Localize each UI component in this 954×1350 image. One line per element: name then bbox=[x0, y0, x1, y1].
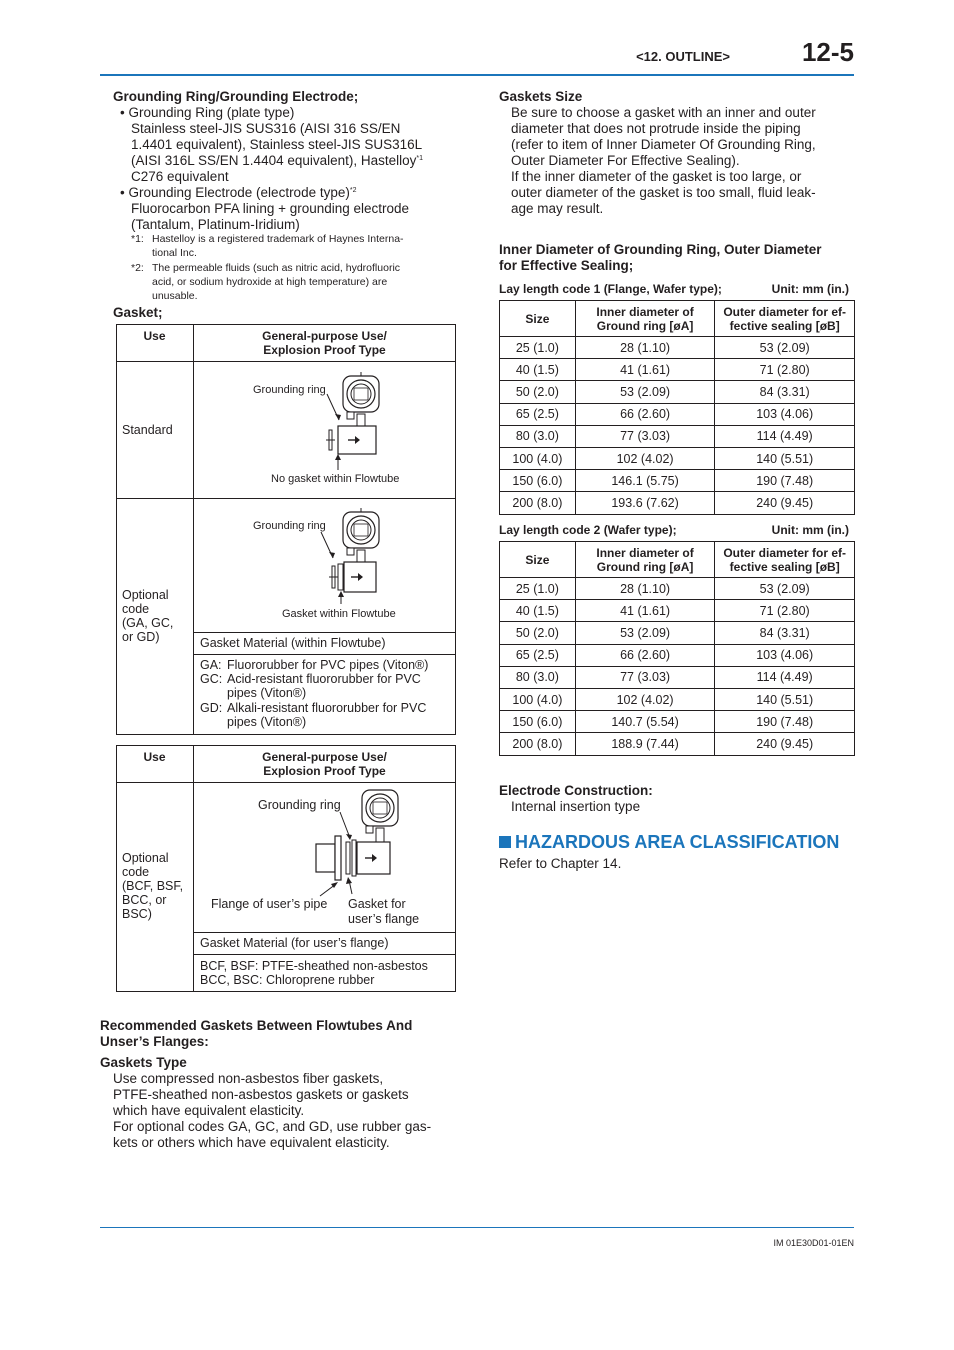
optional-flowtube-diagram bbox=[300, 500, 400, 608]
diameter-table-2 bbox=[499, 541, 855, 756]
section-bullet-icon bbox=[499, 836, 511, 848]
col-inner-diameter: Inner diameter of Ground ring [øA] bbox=[575, 301, 715, 337]
table-row bbox=[500, 381, 855, 403]
gaskets-type-line-3: which have equivalent elasticity. bbox=[113, 1103, 305, 1118]
gaskets-size-line-5: If the inner diameter of the gasket is too large, or bbox=[511, 169, 802, 184]
lay-length-2-unit: Unit: mm (in.) bbox=[771, 523, 849, 537]
material-code-gd: GD: bbox=[200, 701, 223, 715]
gaskets-type-heading: Gaskets Type bbox=[100, 1055, 187, 1070]
footnote-2-line-2: acid, or sodium hydroxide at high temperature) are bbox=[152, 276, 388, 288]
outer-diameter-cell: 71 (2.80) bbox=[715, 600, 855, 622]
grounding-ring-line-2: 1.4401 equivalent), Stainless steel-JIS SUS316L bbox=[131, 137, 423, 152]
header-rule bbox=[100, 74, 854, 76]
gaskets-size-line-6: outer diameter of the gasket is too small, fluid leak- bbox=[511, 185, 816, 200]
outer-diameter-cell: 114 (4.49) bbox=[715, 666, 855, 688]
diameter-table-1 bbox=[499, 300, 855, 515]
inner-diameter-cell: 53 (2.09) bbox=[575, 381, 715, 403]
optional-label-1-line-2: code bbox=[122, 602, 150, 616]
document-id: IM 01E30D01-01EN bbox=[773, 1238, 854, 1248]
col-outer-diameter: Outer diameter for ef- fective sealing [øB] bbox=[715, 542, 855, 578]
optional-label-2-line-1: Optional bbox=[122, 851, 169, 865]
size-cell: 80 (3.0) bbox=[500, 425, 576, 447]
gaskets-size-line-1: Be sure to choose a gasket with an inner and outer bbox=[511, 105, 816, 120]
gaskets-size-line-7: age may result. bbox=[511, 201, 604, 216]
material-ga-line-1: Fluororubber for PVC pipes (Viton®) bbox=[227, 658, 429, 672]
table-row bbox=[500, 425, 855, 447]
footnote-1-line-1: Hastelloy is a registered trademark of Haynes Interna- bbox=[152, 233, 404, 245]
gasket-table-1-type-header-line-2: Explosion Proof Type bbox=[263, 343, 386, 357]
table-row bbox=[500, 666, 855, 688]
user-material-line-1: BCF, BSF: PTFE-sheathed non-asbestos bbox=[200, 959, 428, 973]
gasket-material-title-1: Gasket Material (within Flowtube) bbox=[200, 636, 386, 650]
diameters-heading-line-2: for Effective Sealing; bbox=[499, 258, 634, 273]
gasket-table-2-type-header-line-2: Explosion Proof Type bbox=[263, 764, 386, 778]
footer-rule bbox=[100, 1227, 854, 1228]
table-row bbox=[500, 359, 855, 381]
optional-label-2-line-3: (BCF, BSF, bbox=[122, 879, 184, 893]
size-cell: 200 (8.0) bbox=[500, 733, 576, 755]
inner-diameter-cell: 188.9 (7.44) bbox=[575, 733, 715, 755]
optional-label-1-line-1: Optional bbox=[122, 588, 169, 602]
optional-caption: Gasket within Flowtube bbox=[282, 608, 396, 620]
user-flange-ring-label: Grounding ring bbox=[258, 798, 341, 812]
gaskets-type-line-5: kets or others which have equivalent elasticity. bbox=[113, 1135, 390, 1150]
size-cell: 100 (4.0) bbox=[500, 447, 576, 469]
size-cell: 150 (6.0) bbox=[500, 470, 576, 492]
material-gd-line-1: Alkali-resistant fluororubber for PVC bbox=[227, 701, 427, 715]
outer-diameter-cell: 103 (4.06) bbox=[715, 644, 855, 666]
grounding-ring-line-3: (AISI 316L SS/EN 1.4404 equivalent), Hastelloy$^{*1}$ bbox=[131, 153, 424, 168]
outer-diameter-cell: 53 (2.09) bbox=[715, 578, 855, 600]
col-outer-diameter: Outer diameter for ef- fective sealing [øB] bbox=[715, 301, 855, 337]
size-cell: 50 (2.0) bbox=[500, 622, 576, 644]
size-cell: 200 (8.0) bbox=[500, 492, 576, 514]
table-row bbox=[500, 403, 855, 425]
inner-diameter-cell: 140.7 (5.54) bbox=[575, 711, 715, 733]
inner-diameter-cell: 66 (2.60) bbox=[575, 403, 715, 425]
table-row bbox=[500, 622, 855, 644]
gaskets-type-line-2: PTFE-sheathed non-asbestos gaskets or gaskets bbox=[113, 1087, 409, 1102]
standard-label: Standard bbox=[122, 423, 173, 437]
inner-diameter-cell: 28 (1.10) bbox=[575, 337, 715, 359]
inner-diameter-cell: 41 (1.61) bbox=[575, 359, 715, 381]
material-gd-line-2: pipes (Viton®) bbox=[227, 715, 307, 729]
grounding-electrode-line-1: Fluorocarbon PFA lining + grounding electrode bbox=[131, 201, 410, 216]
gaskets-type-line-4: For optional codes GA, GC, and GD, use rubber gas- bbox=[113, 1119, 432, 1134]
user-gasket-label-line-1: Gasket for bbox=[348, 897, 406, 911]
table-row bbox=[500, 492, 855, 514]
inner-diameter-cell: 66 (2.60) bbox=[575, 644, 715, 666]
optional-label-1-line-4: or GD) bbox=[122, 630, 160, 644]
outer-diameter-cell: 84 (3.31) bbox=[715, 381, 855, 403]
outer-diameter-cell: 71 (2.80) bbox=[715, 359, 855, 381]
col-size: Size bbox=[500, 301, 576, 337]
table-row bbox=[500, 578, 855, 600]
gaskets-size-line-4: Outer Diameter For Effective Sealing). bbox=[511, 153, 740, 168]
grounding-heading: Grounding Ring/Grounding Electrode; bbox=[113, 89, 359, 104]
table-row bbox=[500, 688, 855, 710]
outer-diameter-cell: 190 (7.48) bbox=[715, 711, 855, 733]
lay-length-2-caption: Lay length code 2 (Wafer type); bbox=[499, 523, 677, 537]
outer-diameter-cell: 53 (2.09) bbox=[715, 337, 855, 359]
chapter-header: <12. OUTLINE> bbox=[636, 49, 730, 64]
diameters-heading-line-1: Inner Diameter of Grounding Ring, Outer Diameter bbox=[499, 242, 822, 257]
electrode-value: Internal insertion type bbox=[511, 799, 641, 814]
size-cell: 65 (2.5) bbox=[500, 644, 576, 666]
gaskets-size-line-2: diameter that does not protrude inside the piping bbox=[511, 121, 801, 136]
material-gc-line-1: Acid-resistant fluororubber for PVC bbox=[227, 672, 421, 686]
col-size: Size bbox=[500, 542, 576, 578]
outer-diameter-cell: 114 (4.49) bbox=[715, 425, 855, 447]
inner-diameter-cell: 41 (1.61) bbox=[575, 600, 715, 622]
grounding-ring-line-4: C276 equivalent bbox=[131, 169, 229, 184]
outer-diameter-cell: 240 (9.45) bbox=[715, 492, 855, 514]
gasket-table-1-type-header-line-1: General-purpose Use/ bbox=[262, 329, 387, 343]
footnote-1-line-2: tional Inc. bbox=[152, 247, 197, 259]
table-row bbox=[500, 733, 855, 755]
size-cell: 150 (6.0) bbox=[500, 711, 576, 733]
size-cell: 100 (4.0) bbox=[500, 688, 576, 710]
size-cell: 50 (2.0) bbox=[500, 381, 576, 403]
grounding-ring-line-1: Stainless steel-JIS SUS316 (AISI 316 SS/EN bbox=[131, 121, 401, 136]
gasket-table-1-use-header: Use bbox=[143, 329, 166, 343]
inner-diameter-cell: 193.6 (7.62) bbox=[575, 492, 715, 514]
inner-diameter-cell: 77 (3.03) bbox=[575, 666, 715, 688]
gaskets-size-line-3: (refer to item of Inner Diameter Of Grounding Ring, bbox=[511, 137, 816, 152]
footnote-2-line-1: The permeable fluids (such as nitric acid, hydrofluoric bbox=[152, 262, 401, 274]
user-gasket-label-line-2: user’s flange bbox=[348, 912, 420, 926]
inner-diameter-cell: 146.1 (5.75) bbox=[575, 470, 715, 492]
size-cell: 65 (2.5) bbox=[500, 403, 576, 425]
hazardous-section-title: HAZARDOUS AREA CLASSIFICATION bbox=[499, 832, 839, 853]
optional-label-2-line-4: BCC, or bbox=[122, 893, 167, 907]
outer-diameter-cell: 103 (4.06) bbox=[715, 403, 855, 425]
footnote-ref-2: *2 bbox=[349, 187, 357, 194]
inner-diameter-cell: 102 (4.02) bbox=[575, 447, 715, 469]
inner-diameter-cell: 53 (2.09) bbox=[575, 622, 715, 644]
gasket-table-2-type-header-line-1: General-purpose Use/ bbox=[262, 750, 387, 764]
gasket-table-2-use-header: Use bbox=[143, 750, 166, 764]
page-number: 12-5 bbox=[801, 37, 854, 67]
gaskets-type-line-1: Use compressed non-asbestos fiber gaskets, bbox=[113, 1071, 384, 1086]
grounding-electrode-title: • Grounding Electrode (electrode type)$^{*2}$ bbox=[120, 185, 357, 200]
table-row bbox=[500, 337, 855, 359]
recommended-heading-line-2: Unser’s Flanges: bbox=[100, 1034, 209, 1049]
inner-diameter-cell: 77 (3.03) bbox=[575, 425, 715, 447]
outer-diameter-cell: 140 (5.51) bbox=[715, 447, 855, 469]
material-code-gc: GC: bbox=[200, 672, 223, 686]
table-row bbox=[500, 470, 855, 492]
outer-diameter-cell: 190 (7.48) bbox=[715, 470, 855, 492]
optional-ring-label: Grounding ring bbox=[253, 520, 326, 532]
footnote-2-line-3: unusable. bbox=[152, 290, 198, 302]
lay-length-1-unit: Unit: mm (in.) bbox=[771, 282, 849, 296]
outer-diameter-cell: 140 (5.51) bbox=[715, 688, 855, 710]
table-row bbox=[500, 711, 855, 733]
user-material-line-2: BCC, BSC: Chloroprene rubber bbox=[200, 973, 375, 987]
lay-length-1-caption: Lay length code 1 (Flange, Wafer type); bbox=[499, 282, 722, 296]
col-inner-diameter: Inner diameter of Ground ring [øA] bbox=[575, 542, 715, 578]
table-row bbox=[500, 644, 855, 666]
optional-label-2-line-5: BSC) bbox=[122, 907, 152, 921]
inner-diameter-cell: 28 (1.10) bbox=[575, 578, 715, 600]
table-row bbox=[500, 600, 855, 622]
user-flange-diagram bbox=[310, 786, 410, 898]
user-flange-label: Flange of user’s pipe bbox=[211, 897, 328, 911]
recommended-heading-line-1: Recommended Gaskets Between Flowtubes And bbox=[100, 1018, 413, 1033]
inner-diameter-cell: 102 (4.02) bbox=[575, 688, 715, 710]
hazardous-text: Refer to Chapter 14. bbox=[499, 856, 622, 871]
size-cell: 40 (1.5) bbox=[500, 600, 576, 622]
gaskets-size-heading: Gaskets Size bbox=[499, 89, 583, 104]
footnote-ref-1: *1 bbox=[416, 155, 424, 162]
size-cell: 25 (1.0) bbox=[500, 578, 576, 600]
standard-ring-label: Grounding ring bbox=[253, 384, 326, 396]
grounding-ring-title: • Grounding Ring (plate type) bbox=[120, 105, 295, 120]
footnote-mark-1: *1: bbox=[131, 233, 144, 245]
size-cell: 80 (3.0) bbox=[500, 666, 576, 688]
footnote-mark-2: *2: bbox=[131, 262, 144, 274]
size-cell: 40 (1.5) bbox=[500, 359, 576, 381]
outer-diameter-cell: 84 (3.31) bbox=[715, 622, 855, 644]
grounding-electrode-line-2: (Tantalum, Platinum-Iridium) bbox=[131, 217, 300, 232]
standard-flowtube-diagram bbox=[300, 364, 400, 476]
optional-label-2-line-2: code bbox=[122, 865, 150, 879]
size-cell: 25 (1.0) bbox=[500, 337, 576, 359]
standard-caption: No gasket within Flowtube bbox=[271, 473, 400, 485]
optional-label-1-line-3: (GA, GC, bbox=[122, 616, 174, 630]
table-row bbox=[500, 447, 855, 469]
gasket-heading: Gasket; bbox=[113, 305, 163, 320]
gasket-material-title-2: Gasket Material (for user’s flange) bbox=[200, 936, 389, 950]
electrode-heading: Electrode Construction: bbox=[499, 783, 653, 798]
material-code-ga: GA: bbox=[200, 658, 222, 672]
outer-diameter-cell: 240 (9.45) bbox=[715, 733, 855, 755]
material-gc-line-2: pipes (Viton®) bbox=[227, 686, 307, 700]
